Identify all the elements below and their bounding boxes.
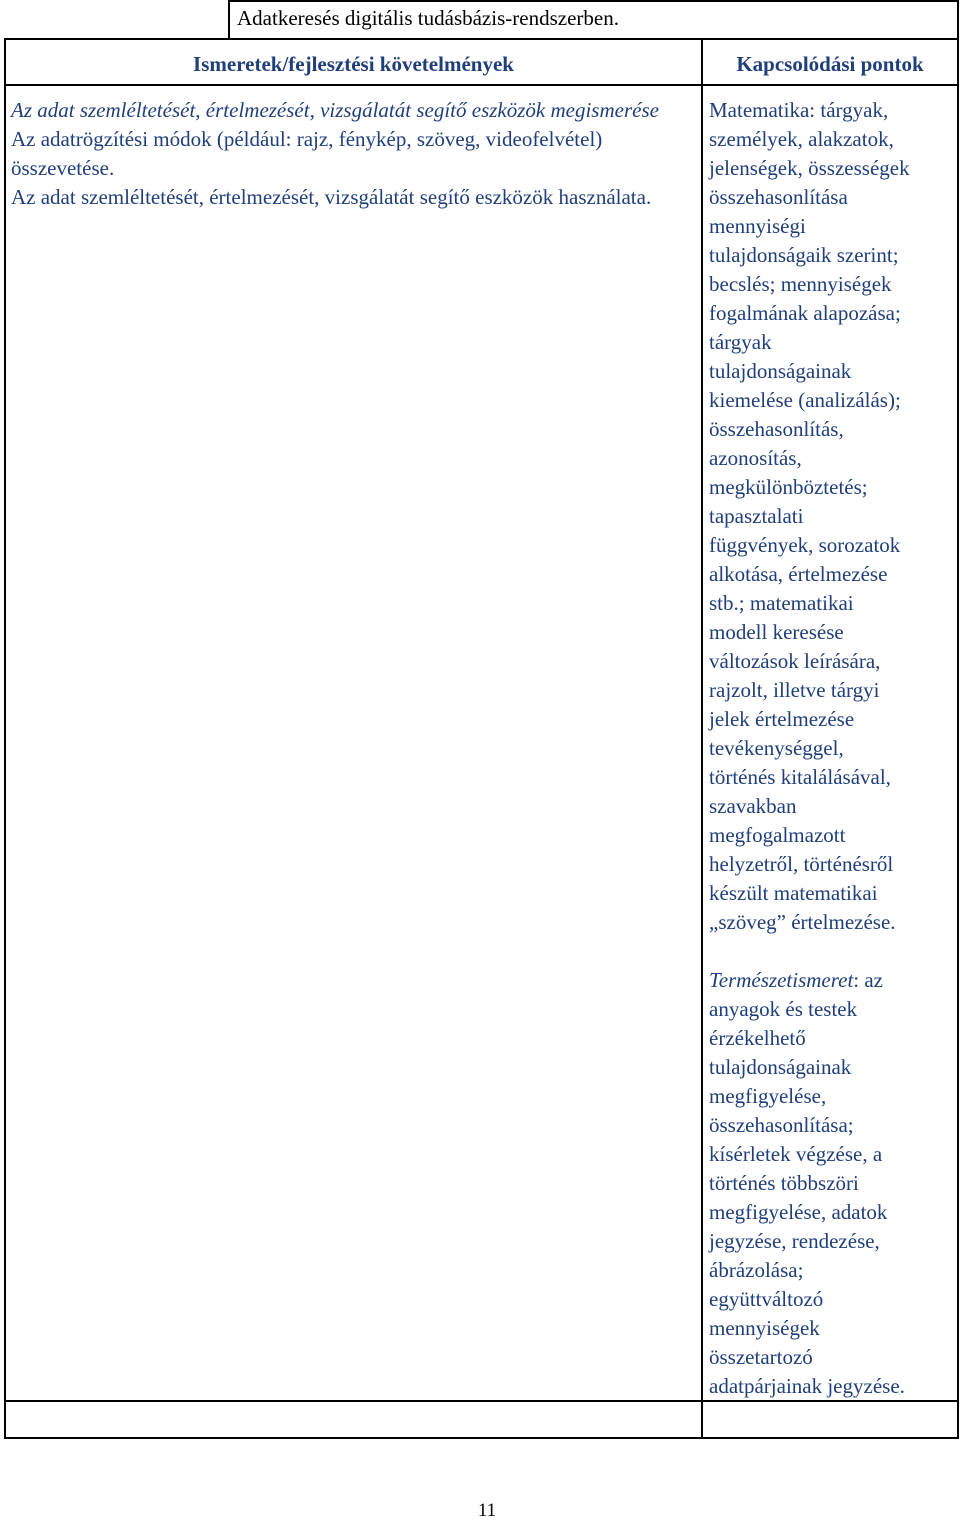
text-line: érzékelhető (709, 1026, 806, 1050)
table-border-bottom (4, 1437, 959, 1439)
page-number: 11 (477, 1500, 497, 1521)
text-line: tulajdonságaik szerint; (709, 243, 899, 267)
column-header-requirements: Ismeretek/fejlesztési követelmények (193, 52, 514, 76)
text-line: stb.; matematikai (709, 591, 854, 615)
text-line: tulajdonságainak (709, 359, 852, 383)
text-line: rajzolt, illetve tárgyi (709, 678, 880, 702)
requirement-item: Az adatrögzítési módok (például: rajz, fénykép, szöveg, videofelvétel) összevetése. (11, 127, 603, 180)
table-row-divider-2 (4, 84, 959, 86)
science-connections (709, 966, 954, 1401)
text-line: „szöveg” értelmezése. (709, 910, 896, 934)
text-line: megfigyelése, (709, 1084, 827, 1108)
table-border-top (228, 0, 959, 2)
text-line: mennyiségi (709, 214, 806, 238)
text-line: tevékenységgel, (709, 736, 844, 760)
requirement-item: Az adat szemléltetését, értelmezését, vizsgálatát segítő eszközök használata. (11, 185, 652, 209)
text-line: megkülönböztetés; (709, 475, 868, 499)
text-line: jelenségek, összességek (709, 156, 910, 180)
text-line: azonosítás, (709, 446, 802, 470)
text-line: ábrázolása; (709, 1258, 804, 1282)
text-line (709, 966, 954, 995)
text-line: történés többszöri (709, 1171, 859, 1195)
text-line: összehasonlítása; (709, 1113, 854, 1137)
paragraph-gap (709, 937, 954, 966)
text-line: tapasztalati (709, 504, 804, 528)
table-border-left-top (228, 0, 230, 40)
text-line: kísérletek végzése, a (709, 1142, 883, 1166)
math-connections (709, 96, 954, 937)
text-line: adatpárjainak jegyzése. (709, 1374, 905, 1398)
table-border-right (957, 0, 959, 1439)
text-line: kiemelése (analizálás); (709, 388, 901, 412)
column-header-connections: Kapcsolódási pontok (736, 52, 924, 76)
text-line: modell keresése (709, 620, 844, 644)
table-column-divider (701, 38, 703, 1439)
text-line: tárgyak (709, 330, 772, 354)
text-line: együttváltozó (709, 1287, 824, 1311)
text-line: történés kitalálásával, (709, 765, 891, 789)
text-line: jegyzése, rendezése, (709, 1229, 880, 1253)
text-line: személyek, alakzatok, (709, 127, 894, 151)
text-line: megfogalmazott (709, 823, 846, 847)
requirement-item: Az adat szemléltetését, értelmezését, vizsgálatát segítő eszközök megismerése (11, 98, 659, 122)
text-fragment: : az (853, 968, 884, 992)
text-line: anyagok és testek (709, 997, 858, 1021)
text-line: készült matematikai (709, 881, 878, 905)
text-line: becslés; mennyiségek (709, 272, 892, 296)
text-line: alkotása, értelmezése (709, 562, 888, 586)
text-line: szavakban (709, 794, 797, 818)
text-line: fogalmának alapozása; (709, 301, 901, 325)
text-line: összehasonlítás, (709, 417, 844, 441)
text-line: függvények, sorozatok (709, 533, 901, 557)
subject-name: Természetismeret (709, 968, 854, 992)
table-row-divider-1 (4, 38, 959, 40)
text-line: tulajdonságainak (709, 1055, 852, 1079)
table-border-left (4, 38, 6, 1439)
topic-text: Adatkeresés digitális tudásbázis-rendszerben. (237, 6, 619, 30)
text-line: változások leírására, (709, 649, 881, 673)
text-line: mennyiségek (709, 1316, 820, 1340)
requirements-cell (11, 96, 691, 212)
text-line: Matematika: tárgyak, (709, 98, 889, 122)
text-line: összehasonlítása (709, 185, 848, 209)
text-line: megfigyelése, adatok (709, 1200, 888, 1224)
connections-cell (709, 96, 954, 1401)
text-line: jelek értelmezése (709, 707, 855, 731)
text-line: helyzetről, történésről (709, 852, 894, 876)
text-line: összetartozó (709, 1345, 813, 1369)
